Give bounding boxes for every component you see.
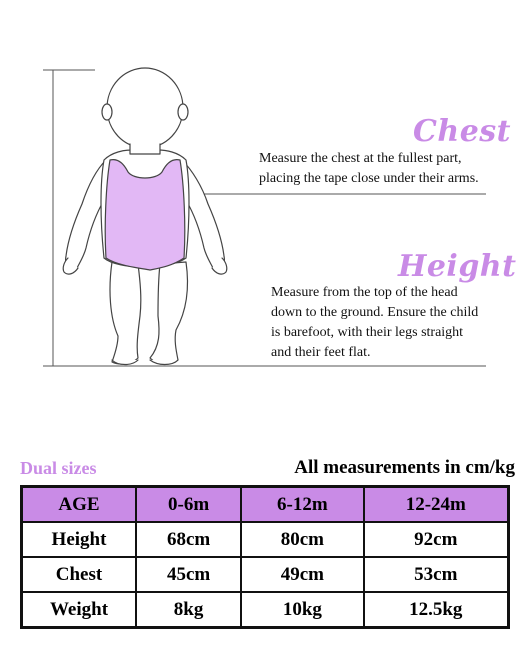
table-row — [22, 557, 508, 592]
table-row — [22, 522, 508, 557]
height-description-line: Measure from the top of the head — [271, 285, 458, 300]
units-note: All measurements in cm/kg — [294, 457, 515, 478]
dual-sizes-label: Dual sizes — [20, 458, 97, 478]
row-label: Height — [22, 522, 136, 557]
table-cell: 12.5kg — [364, 592, 508, 627]
header-cell: 6-12m — [241, 487, 363, 522]
table-cell: 68cm — [136, 522, 241, 557]
row-label: Weight — [22, 592, 136, 627]
right-foot — [150, 360, 178, 365]
baby-figure — [63, 68, 227, 365]
height-heading: Height — [398, 249, 517, 284]
chest-description — [259, 149, 519, 189]
chest-description-line: placing the tape close under their arms. — [259, 171, 479, 186]
right-leg — [150, 262, 188, 364]
table-cell: 80cm — [241, 522, 363, 557]
table-cell: 92cm — [364, 522, 508, 557]
right-ear — [178, 104, 188, 120]
chest-heading: Chest — [413, 114, 512, 149]
header-cell: 12-24m — [364, 487, 508, 522]
table-cell: 10kg — [241, 592, 363, 627]
table-header-row — [22, 487, 508, 522]
table-cell: 53cm — [364, 557, 508, 592]
size-chart-table — [20, 485, 510, 629]
height-description-line: down to the ground. Ensure the child — [271, 305, 479, 320]
left-arm — [66, 160, 106, 270]
height-description-line: is barefoot, with their legs straight — [271, 325, 464, 340]
row-label: Chest — [22, 557, 136, 592]
chest-description-line: Measure the chest at the fullest part, — [259, 151, 462, 166]
left-ear — [102, 104, 112, 120]
table-row — [22, 592, 508, 627]
height-description-line: and their feet flat. — [271, 345, 371, 360]
neck — [130, 144, 160, 154]
header-cell: 0-6m — [136, 487, 241, 522]
height-description — [271, 283, 521, 363]
table-cell: 49cm — [241, 557, 363, 592]
table-cell: 8kg — [136, 592, 241, 627]
table-cell: 45cm — [136, 557, 241, 592]
left-leg — [110, 262, 141, 364]
head — [107, 68, 183, 148]
header-cell: AGE — [22, 487, 136, 522]
